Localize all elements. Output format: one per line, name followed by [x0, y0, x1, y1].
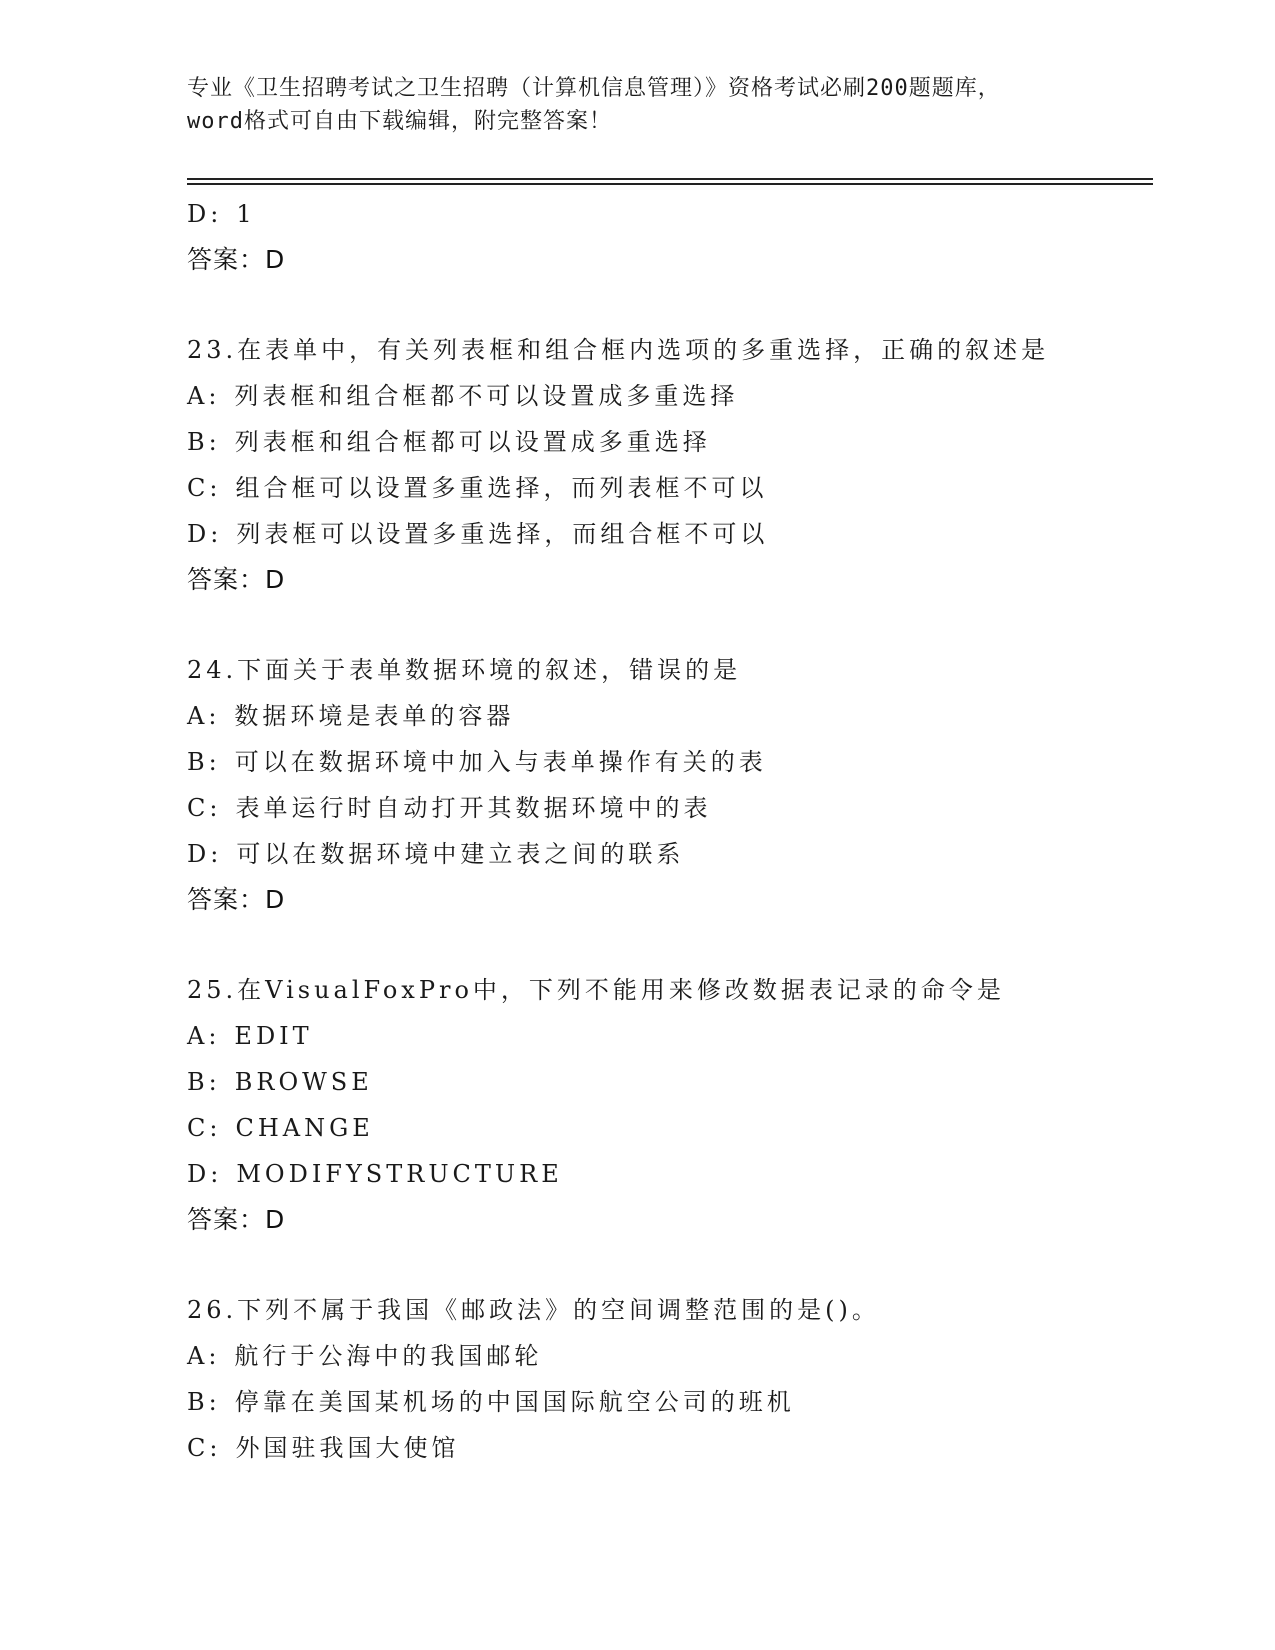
option-line	[187, 1425, 1147, 1471]
option-text: 1	[236, 200, 256, 228]
option-text: 停靠在美国某机场的中国国际航空公司的班机	[234, 1388, 795, 1416]
option-text: EDIT	[234, 1022, 313, 1050]
option-key: B:	[187, 428, 221, 456]
spacer	[187, 1243, 1147, 1287]
question-stem: 25.在VisualFoxPro中，下列不能用来修改数据表记录的命令是	[187, 976, 1005, 1004]
question-stem: 24.下面关于表单数据环境的叙述，错误的是	[187, 656, 742, 684]
option-text: 数据环境是表单的容器	[234, 702, 515, 730]
question-stem: 26.下列不属于我国《邮政法》的空间调整范围的是()。	[187, 1296, 880, 1324]
option-line	[187, 831, 1147, 877]
option-key: C:	[187, 1114, 222, 1142]
option-text: 可以在数据环境中加入与表单操作有关的表	[234, 748, 767, 776]
option-line	[187, 785, 1147, 831]
option-text: 表单运行时自动打开其数据环境中的表	[235, 794, 712, 822]
option-key: C:	[187, 1434, 222, 1462]
option-key: D:	[187, 200, 223, 228]
option-text: BROWSE	[234, 1068, 373, 1096]
option-line	[187, 1379, 1147, 1425]
option-key: A:	[187, 382, 221, 410]
option-key: B:	[187, 1388, 221, 1416]
spacer	[187, 283, 1147, 327]
option-text: 航行于公海中的我国邮轮	[234, 1342, 543, 1370]
header-line-1: 专业《卫生招聘考试之卫生招聘（计算机信息管理）》资格考试必刷200题题库，	[187, 76, 1001, 101]
option-key: A:	[187, 1342, 221, 1370]
option-line	[187, 419, 1147, 465]
option-line	[187, 1151, 1147, 1197]
option-line	[187, 191, 1147, 237]
header-divider-bottom	[187, 183, 1153, 185]
option-key: A:	[187, 1022, 221, 1050]
option-key: C:	[187, 474, 222, 502]
option-key: C:	[187, 794, 222, 822]
option-key: D:	[187, 1160, 223, 1188]
option-key: D:	[187, 520, 223, 548]
option-line	[187, 511, 1147, 557]
option-key: B:	[187, 1068, 221, 1096]
answer-line: 答案：D	[187, 1205, 286, 1234]
option-text: 列表框和组合框都可以设置成多重选择	[234, 428, 711, 456]
option-text: 组合框可以设置多重选择，而列表框不可以	[235, 474, 768, 502]
question-stem: 23.在表单中，有关列表框和组合框内选项的多重选择，正确的叙述是	[187, 336, 1050, 364]
option-line	[187, 739, 1147, 785]
answer-line: 答案：D	[187, 885, 286, 914]
header-divider-top	[187, 178, 1153, 180]
document-header	[187, 72, 1087, 138]
option-line	[187, 693, 1147, 739]
option-line	[187, 1333, 1147, 1379]
option-text: 外国驻我国大使馆	[235, 1434, 460, 1462]
option-line	[187, 465, 1147, 511]
option-text: 可以在数据环境中建立表之间的联系	[236, 840, 685, 868]
option-key: B:	[187, 748, 221, 776]
option-line	[187, 1013, 1147, 1059]
option-text: CHANGE	[235, 1114, 374, 1142]
spacer	[187, 923, 1147, 967]
option-text: 列表框和组合框都不可以设置成多重选择	[234, 382, 739, 410]
spacer	[187, 603, 1147, 647]
header-line-2: word格式可自由下载编辑，附完整答案！	[187, 109, 612, 134]
option-key: A:	[187, 702, 221, 730]
option-text: 列表框可以设置多重选择，而组合框不可以	[236, 520, 769, 548]
answer-line: 答案：D	[187, 565, 286, 594]
option-line	[187, 1059, 1147, 1105]
option-line	[187, 1105, 1147, 1151]
option-line	[187, 373, 1147, 419]
option-text: MODIFYSTRUCTURE	[236, 1160, 563, 1188]
answer-line: 答案：D	[187, 245, 286, 274]
question-content	[187, 191, 1147, 1471]
option-key: D:	[187, 840, 223, 868]
